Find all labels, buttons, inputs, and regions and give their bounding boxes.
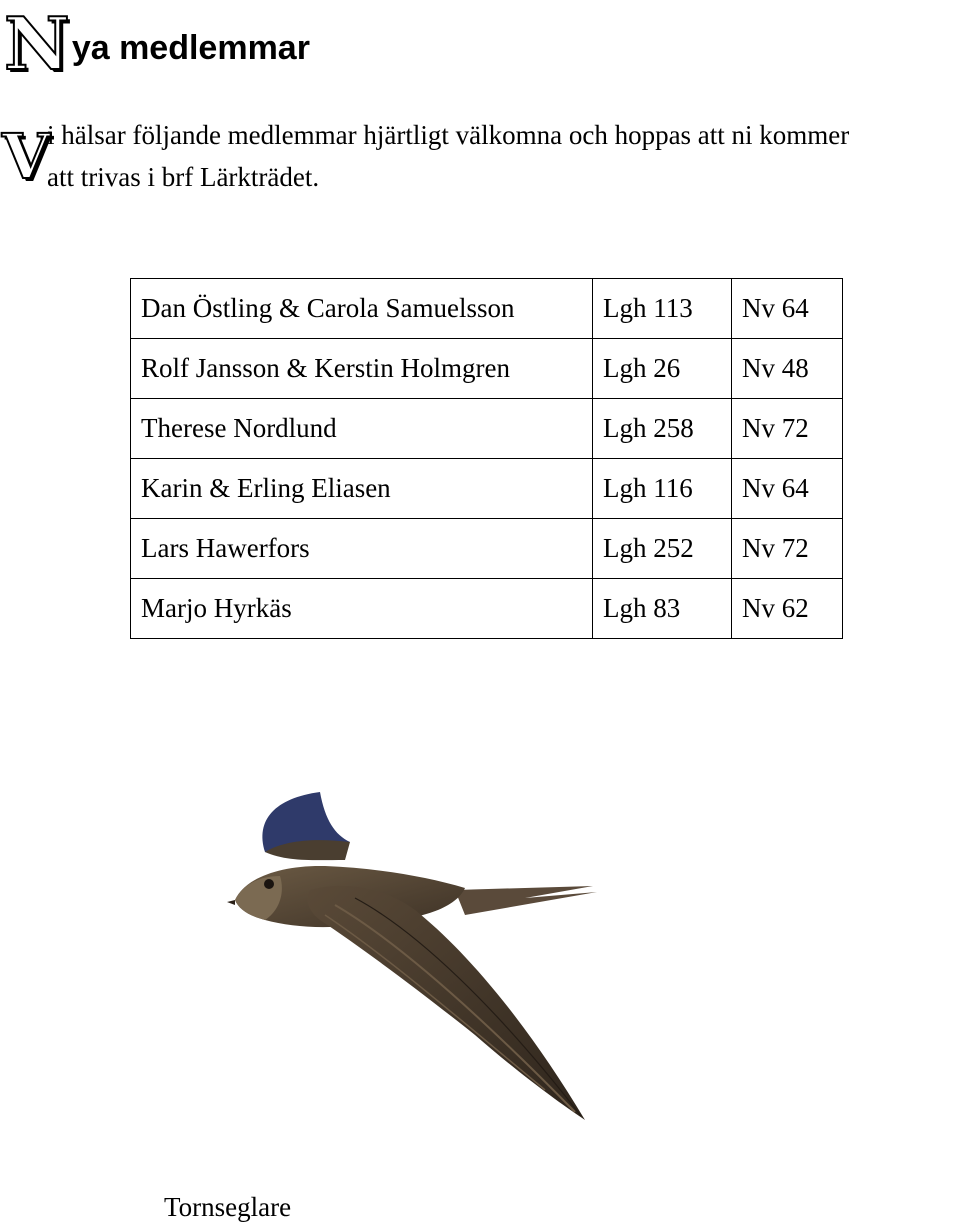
member-name: Dan Östling & Carola Samuelsson <box>131 279 593 339</box>
members-table <box>130 278 843 639</box>
table-row <box>131 519 843 579</box>
page-heading <box>4 0 310 86</box>
member-apartment: Lgh 116 <box>593 459 732 519</box>
member-name: Therese Nordlund <box>131 399 593 459</box>
table-row <box>131 459 843 519</box>
table-row <box>131 279 843 339</box>
intro-line-1: i hälsar följande medlemmar hjärtligt välkomna och hoppas att ni kommer <box>47 120 850 150</box>
image-caption: Tornseglare <box>164 1192 292 1222</box>
member-apartment: Lgh 258 <box>593 399 732 459</box>
table-row <box>131 339 843 399</box>
member-apartment: Lgh 252 <box>593 519 732 579</box>
member-name: Rolf Jansson & Kerstin Holmgren <box>131 339 593 399</box>
member-name: Lars Hawerfors <box>131 519 593 579</box>
table-row <box>131 399 843 459</box>
table-row <box>131 579 843 639</box>
member-floor-code: Nv 72 <box>732 519 843 579</box>
heading-drop-cap: N <box>4 1 70 86</box>
member-floor-code: Nv 62 <box>732 579 843 639</box>
heading-text: ya medlemmar <box>71 29 310 67</box>
member-apartment: Lgh 83 <box>593 579 732 639</box>
member-apartment: Lgh 26 <box>593 339 732 399</box>
intro-drop-cap: V <box>2 120 51 193</box>
member-floor-code: Nv 64 <box>732 279 843 339</box>
member-floor-code: Nv 64 <box>732 459 843 519</box>
member-apartment: Lgh 113 <box>593 279 732 339</box>
member-floor-code: Nv 48 <box>732 339 843 399</box>
member-name: Karin & Erling Eliasen <box>131 459 593 519</box>
member-name: Marjo Hyrkäs <box>131 579 593 639</box>
swift-bird-illustration <box>225 780 605 1130</box>
member-floor-code: Nv 72 <box>732 399 843 459</box>
intro-line-2: att trivas i brf Lärkträdet. <box>47 162 320 192</box>
